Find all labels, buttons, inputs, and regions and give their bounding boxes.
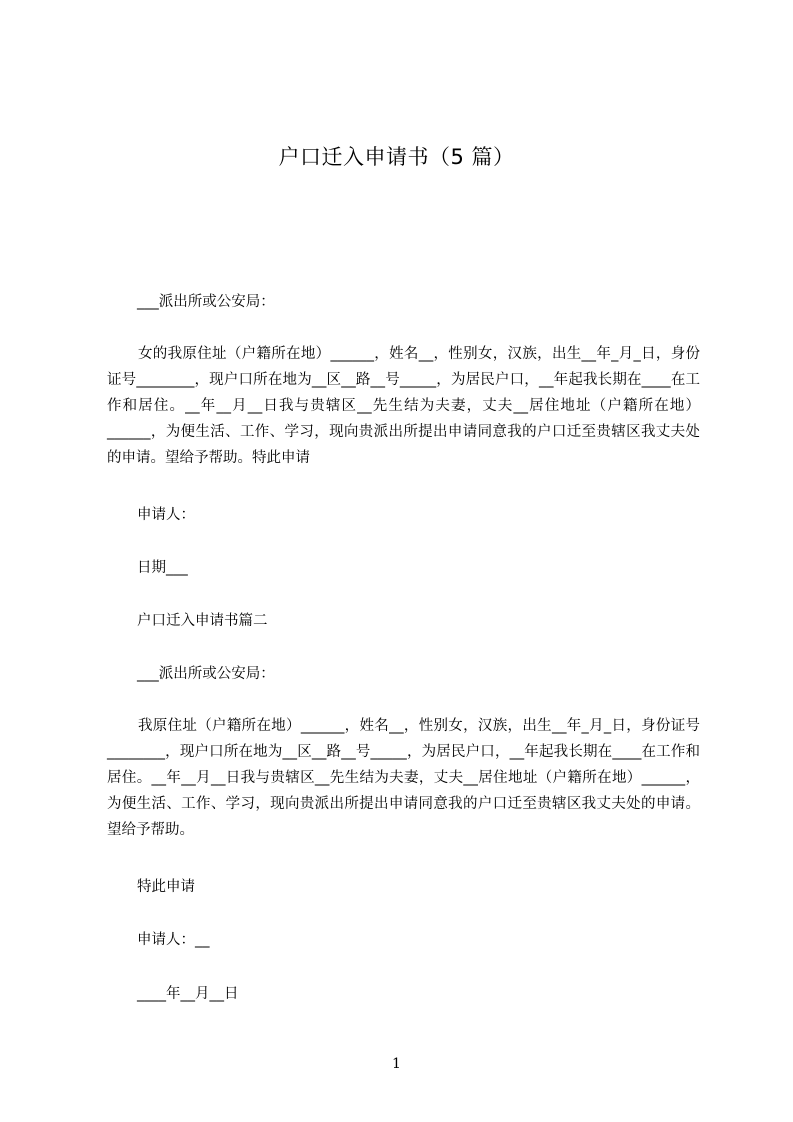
document-title: 户口迁入申请书（5 篇） [278,145,515,169]
body-paragraph: 女的我原住址（户籍所在地）______，姓名__，性别女，汉族，出生__年_月_日，身份证号________，现户口所在地为__区__路__号_____，为居民户口，__年起我长期在____在工作和居住。__年__月__日我与贵辖区__先生结为夫妻，丈夫__居住地址（户籍所在地）______，为便生活、工作、学习，现向贵派出所提出申请同意我的户口迁至贵辖区我丈夫处的申请。望给予帮助。特此申请 [107,346,700,466]
date-line: ____年__月__日 [137,986,239,1002]
section-heading: 户口迁入申请书篇二 [137,613,268,629]
date-line: 日期___ [137,560,188,576]
addressee-line: ___派出所或公安局： [137,294,275,310]
page-number: 1 [392,1056,401,1072]
applicant-line: 申请人：__ [137,932,210,948]
addressee-line: ___派出所或公安局： [137,666,275,682]
closing-line: 特此申请 [137,879,195,895]
body-paragraph: 我原住址（户籍所在地）______，姓名__，性别女，汉族，出生__年_月_日，身份证号________，现户口所在地为__区__路__号_____，为居民户口，__年起我长期在____在工作和居住。__年__月__日我与贵辖区__先生结为夫妻，丈夫__居住地址（户籍所在地）______，为便生活、工作、学习，现向贵派出所提出申请同意我的户口迁至贵辖区我丈夫处的申请。望给予帮助。 [107,718,700,838]
applicant-line: 申请人： [137,507,195,523]
